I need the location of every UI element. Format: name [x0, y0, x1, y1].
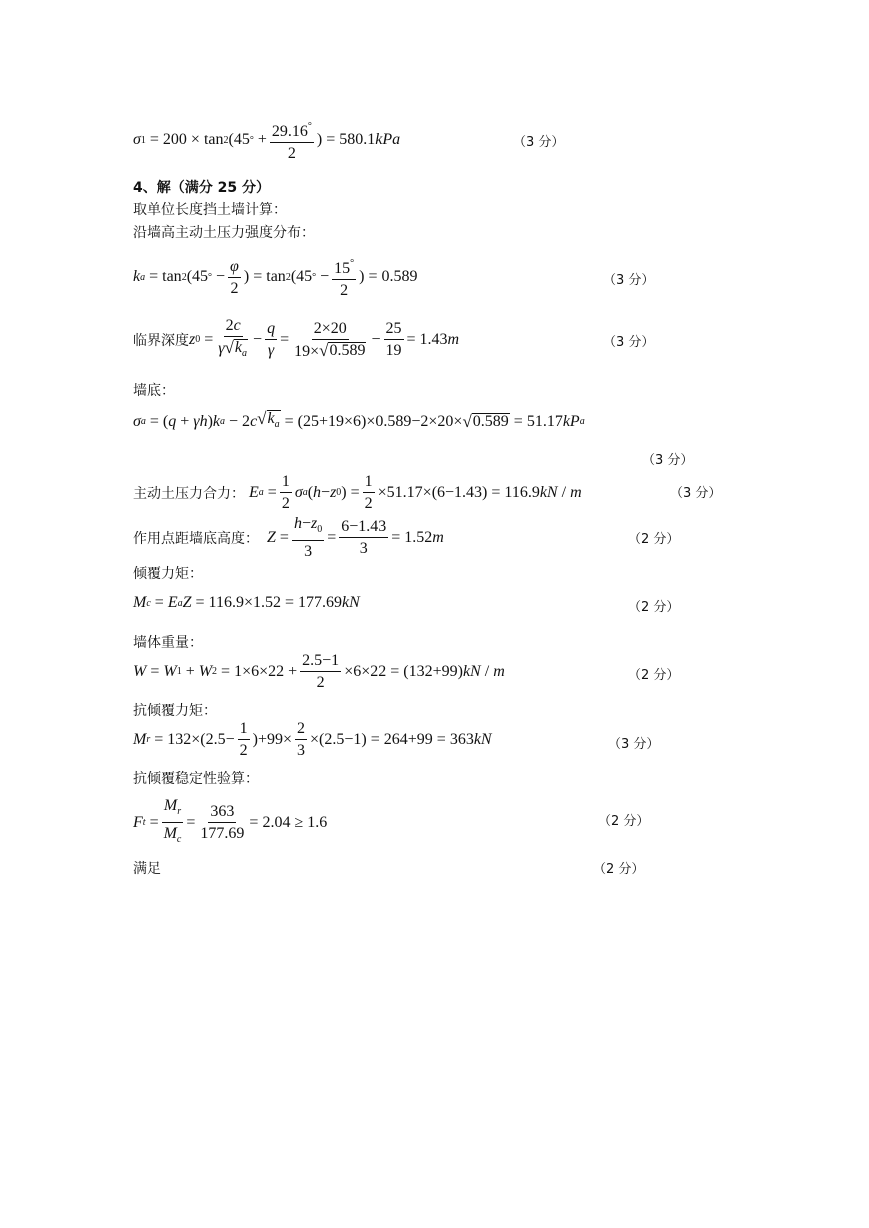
score-sigma-a: （3 分）	[642, 453, 694, 468]
score-W: （2 分）	[628, 668, 680, 683]
text-unit-length: 取单位长度挡土墙计算：	[133, 202, 287, 218]
equation-W: W = W 1 + W 2 = 1×6×22 + $\frac{2.5-1}{2}$ ×6×22 = (132+99) kN / m	[133, 652, 505, 691]
label-wall-bottom: 墙底：	[133, 383, 175, 399]
label-overturning: 倾覆力矩：	[133, 566, 203, 582]
score-Ea: （3 分）	[670, 486, 722, 501]
equation-Ea: 主动土压力合力： E a = $\frac{1}{2}$ σ a ( h − z 0 ) = $\frac{1}{2}$ ×51.17×(6−1.43) = 116.9 kN / m	[133, 473, 582, 512]
equation-Mc: M c = E a Z = 116.9×1.52 = 177.69 kN	[133, 594, 360, 611]
score-satisfied: （2 分）	[593, 862, 645, 877]
equation-Z: 作用点距墙底高度： Z = $\frac{h-z_0}{3}$ = $\frac{6-1.43}{3}$ = 1.52 m	[133, 515, 444, 560]
section-heading: 4、解（满分 25 分）	[133, 180, 270, 196]
score-Ft: （2 分）	[598, 814, 650, 829]
label-check: 抗倾覆稳定性验算：	[133, 771, 259, 787]
equation-Mr: M r = 132×(2.5− $\frac{1}{2}$ )+99× $\frac{2}{3}$ ×(2.5−1) = 264+99 = 363 kN	[133, 720, 492, 759]
label-satisfied: 满足	[133, 861, 161, 877]
label-weight: 墙体重量：	[133, 635, 203, 651]
score-Z: （2 分）	[628, 532, 680, 547]
equation-sigma1: σ 1 = 200 × tan 2 (45 ° + $\frac{29.16^\circ}{2}$ ) = 580.1 kPa	[133, 118, 400, 162]
equation-Ft: F t = $\frac{M_r}{M_c}$ = $\frac{363}{177.69}$ = 2.04 ≥ 1.6	[133, 797, 328, 845]
score-Mr: （3 分）	[608, 737, 660, 752]
label-resisting: 抗倾覆力矩：	[133, 703, 217, 719]
text-distribution: 沿墙高主动土压力强度分布：	[133, 225, 315, 241]
score-z0: （3 分）	[603, 335, 655, 350]
equation-ka: k a = tan 2 (45 ° − $\frac{\varphi}{2}$ ) = tan 2 (45 ° − $\frac{15^\circ}{2}$ ) = 0.589	[133, 255, 418, 299]
score-ka: （3 分）	[603, 273, 655, 288]
score-sigma1: （3 分）	[513, 135, 565, 150]
equation-sigma-a: σ a = ( q + γh ) k a − 2 c √ $k_a$ = (25+19×6)×0.589−2×20× √ 0.589 = 51.17 kP a	[133, 409, 585, 431]
score-Mc: （2 分）	[628, 600, 680, 615]
equation-z0: 临界深度 z 0 = 2c γ √ $k_a$ − $\frac{q}{\gamma}$ = 2×20 19× √ 0.589 − $\frac{25}{19}$ = 1.43 m	[133, 317, 459, 362]
